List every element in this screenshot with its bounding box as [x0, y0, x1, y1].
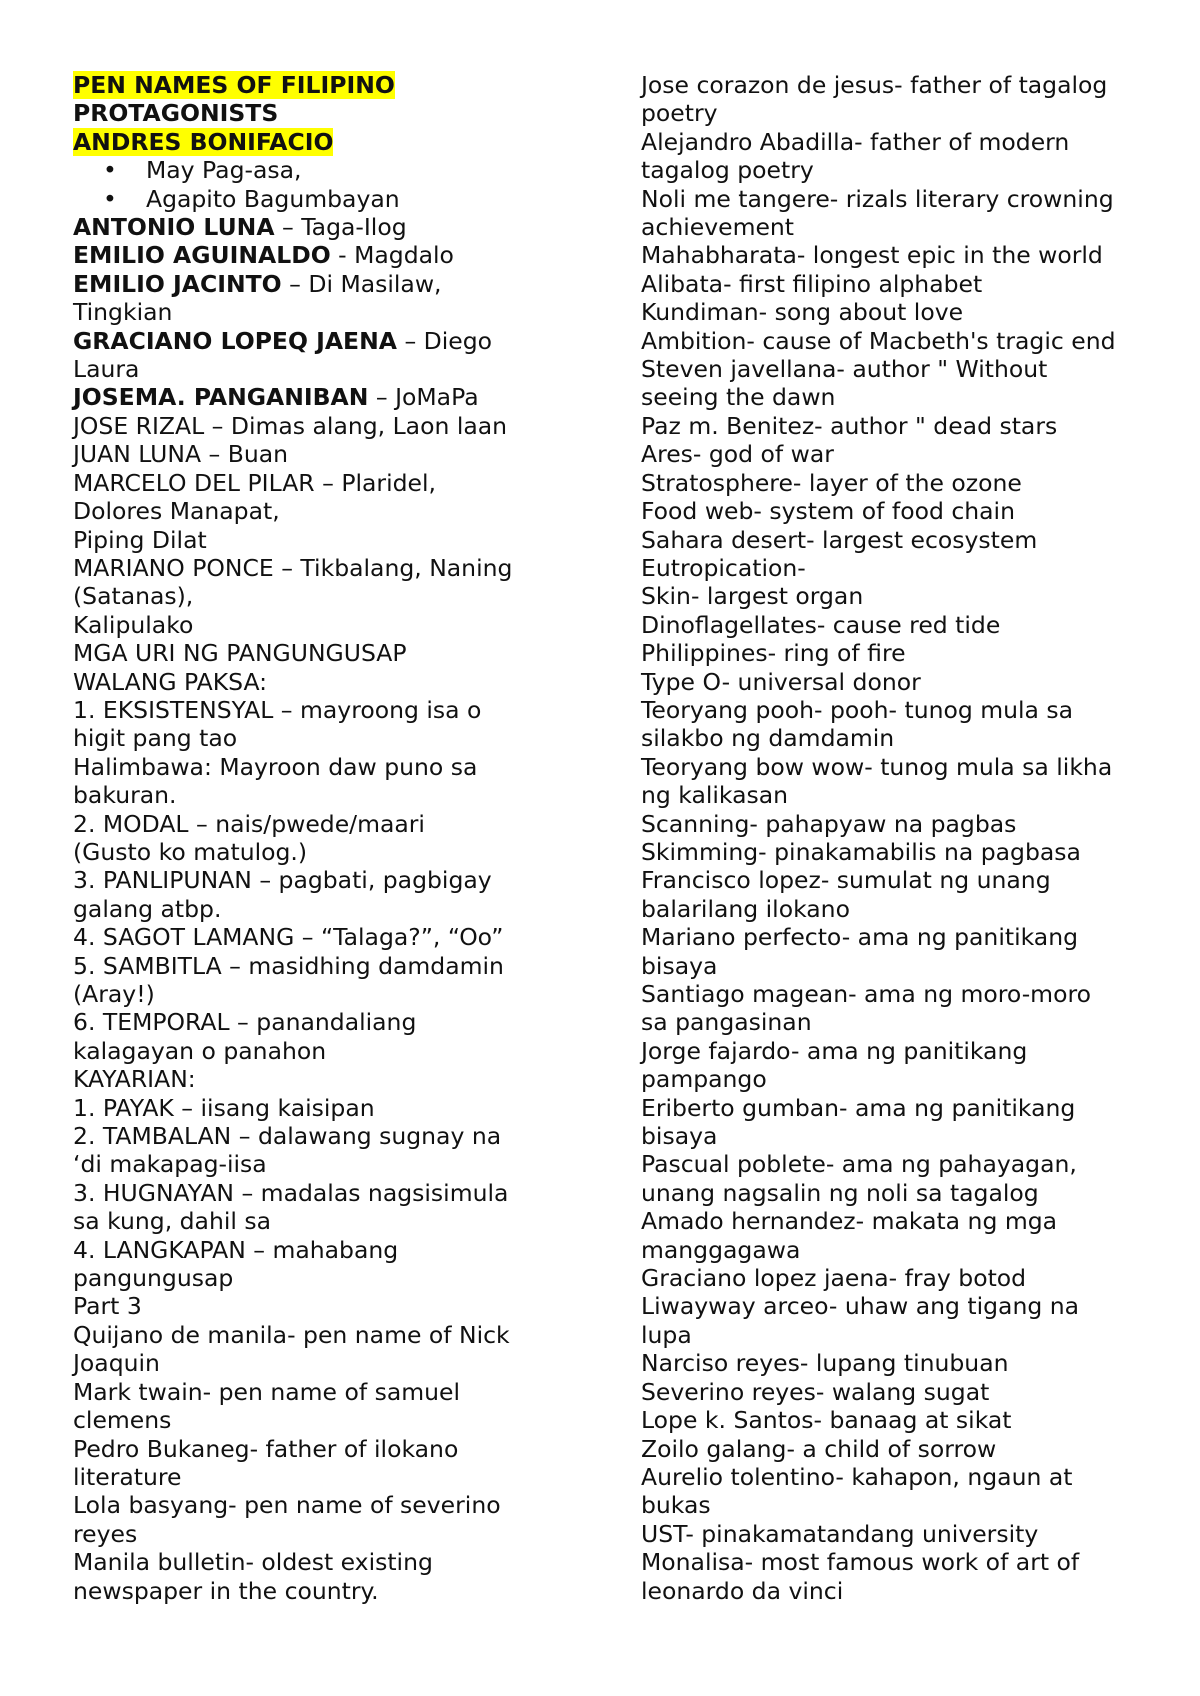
left-column — [73, 71, 543, 1605]
text-line: Steven javellana- author " Without — [641, 355, 1048, 384]
pen-name-entry: JOSEMA. PANGANIBAN – JoMaPa — [73, 383, 479, 412]
text-line: Liwayway arceo- uhaw ang tigang na — [641, 1292, 1080, 1321]
text-line: 4. SAGOT LAMANG – “Talaga?”, “Oo” — [73, 923, 504, 952]
text-line: bisaya — [641, 951, 718, 980]
text-line: Graciano lopez jaena- fray botod — [641, 1264, 1027, 1293]
text-line: KAYARIAN: — [73, 1065, 196, 1094]
bullet-icon: • — [103, 184, 117, 213]
text-line: Ares- god of war — [641, 440, 834, 469]
text-line: MARIANO PONCE – Tikbalang, Naning — [73, 553, 513, 582]
text-line: 2. MODAL – nais/pwede/maari — [73, 809, 425, 838]
text-line: (Gusto ko matulog.) — [73, 837, 308, 866]
text-line: Skimming- pinakamabilis na pagbasa — [641, 837, 1081, 866]
bonifacio-heading: ANDRES BONIFACIO — [73, 127, 334, 156]
text-line: Noli me tangere- rizals literary crowning — [641, 184, 1114, 213]
text-line: reyes — [73, 1519, 138, 1548]
text-line: Kundiman- song about love — [641, 298, 964, 327]
text-line: pangungusap — [73, 1264, 234, 1293]
text-line: sa kung, dahil sa — [73, 1207, 272, 1236]
text-line: Joaquin — [73, 1349, 160, 1378]
text-line: silakbo ng damdamin — [641, 724, 895, 753]
text-line: galang atbp. — [73, 894, 222, 923]
text-line: 3. PANLIPUNAN – pagbati, pagbigay — [73, 866, 492, 895]
text-line: Stratosphere- layer of the ozone — [641, 468, 1022, 497]
text-line: Alejandro Abadilla- father of modern — [641, 127, 1070, 156]
text-line: Halimbawa: Mayroon daw puno sa — [73, 752, 478, 781]
text-line: Jose corazon de jesus- father of tagalog — [641, 71, 1108, 99]
text-line: seeing the dawn — [641, 383, 836, 412]
text-line: Monalisa- most famous work of art of — [641, 1548, 1080, 1577]
bonifacio-bullet-list — [73, 156, 543, 213]
text-line: MGA URI NG PANGUNGUSAP — [73, 639, 407, 668]
text-line: Manila bulletin- oldest existing — [73, 1548, 433, 1577]
text-line: poetry — [641, 99, 718, 128]
text-line: manggagawa — [641, 1235, 801, 1264]
text-line: Philippines- ring of fire — [641, 639, 906, 668]
text-line: Mariano perfecto- ama ng panitikang — [641, 923, 1079, 952]
text-line: Narciso reyes- lupang tinubuan — [641, 1349, 1009, 1378]
text-line: higit pang tao — [73, 724, 238, 753]
text-line: literature — [73, 1462, 182, 1491]
text-line: JOSE RIZAL – Dimas alang, Laon laan — [73, 411, 508, 440]
title-line-1: PEN NAMES OF FILIPINO — [73, 71, 395, 99]
text-line: 2. TAMBALAN – dalawang sugnay na — [73, 1122, 502, 1151]
right-text-lines — [641, 71, 1151, 1605]
text-line: (Aray!) — [73, 980, 155, 1008]
text-line: Quijano de manila- pen name of Nick — [73, 1320, 510, 1349]
text-line: Severino reyes- walang sugat — [641, 1377, 990, 1406]
text-line: newspaper in the country. — [73, 1576, 379, 1605]
text-line: kalagayan o panahon — [73, 1036, 327, 1065]
pen-name-entry: EMILIO JACINTO – Di Masilaw, — [73, 269, 442, 298]
text-line: WALANG PAKSA: — [73, 667, 268, 696]
text-line: 5. SAMBITLA – masidhing damdamin — [73, 951, 504, 980]
text-line: Pascual poblete- ama ng pahayagan, — [641, 1150, 1077, 1179]
text-line: 6. TEMPORAL – panandaliang — [73, 1008, 417, 1037]
text-line: Paz m. Benitez- author " dead stars — [641, 411, 1058, 440]
text-line: Pedro Bukaneg- father of ilokano — [73, 1434, 459, 1463]
text-line: unang nagsalin ng noli sa tagalog — [641, 1178, 1039, 1207]
text-line: pampango — [641, 1065, 767, 1094]
text-line: bukas — [641, 1491, 711, 1520]
bullet-item: • Agapito Bagumbayan — [103, 184, 400, 213]
text-line: Amado hernandez- makata ng mga — [641, 1207, 1058, 1236]
text-line: JUAN LUNA – Buan — [73, 440, 289, 469]
bullet-icon: • — [103, 156, 117, 185]
text-line: Aurelio tolentino- kahapon, ngaun at — [641, 1462, 1073, 1491]
text-line: 4. LANGKAPAN – mahabang — [73, 1235, 399, 1264]
text-line: bisaya — [641, 1122, 718, 1151]
text-line: 1. PAYAK – iisang kaisipan — [73, 1093, 375, 1122]
pen-name-entry: Tingkian — [73, 298, 173, 327]
text-line: leonardo da vinci — [641, 1576, 844, 1605]
text-line: Part 3 — [73, 1292, 142, 1321]
text-line: lupa — [641, 1320, 692, 1349]
text-line: Dinoflagellates- cause red tide — [641, 610, 1001, 639]
text-line: tagalog poetry — [641, 156, 814, 185]
text-line: Piping Dilat — [73, 525, 207, 554]
pen-name-entry: GRACIANO LOPEQ JAENA – Diego — [73, 326, 493, 355]
text-line: Kalipulako — [73, 610, 194, 639]
text-line: Jorge fajardo- ama ng panitikang — [641, 1036, 1028, 1065]
pen-name-entry: ANTONIO LUNA – Taga-Ilog — [73, 213, 407, 242]
text-line: Dolores Manapat, — [73, 497, 280, 526]
text-line: MARCELO DEL PILAR – Plaridel, — [73, 468, 436, 497]
text-line: Eutropication- — [641, 553, 806, 582]
text-line: balarilang ilokano — [641, 894, 850, 923]
text-line: Lope k. Santos- banaag at sikat — [641, 1406, 1012, 1435]
text-line: ‘di makapag-iisa — [73, 1150, 267, 1179]
text-line: 1. EKSISTENSYAL – mayroong isa o — [73, 695, 482, 724]
text-line: Francisco lopez- sumulat ng unang — [641, 866, 1051, 895]
text-line: clemens — [73, 1406, 172, 1435]
text-line: Mark twain- pen name of samuel — [73, 1377, 461, 1406]
bold-entry-list — [73, 213, 543, 412]
text-line: Lola basyang- pen name of severino — [73, 1491, 501, 1520]
text-line: Scanning- pahapyaw na pagbas — [641, 809, 1017, 838]
text-line: 3. HUGNAYAN – madalas nagsisimula — [73, 1178, 509, 1207]
text-line: Teoryang bow wow- tunog mula sa likha — [641, 752, 1113, 781]
text-line: Alibata- first filipino alphabet — [641, 269, 983, 298]
text-line: Mahabharata- longest epic in the world — [641, 241, 1103, 270]
text-line: (Satanas), — [73, 582, 194, 611]
text-line: Food web- system of food chain — [641, 497, 1015, 526]
text-line: Skin- largest organ — [641, 582, 864, 611]
text-line: Ambition- cause of Macbeth's tragic end — [641, 326, 1116, 355]
title-line-2: PROTAGONISTS — [73, 99, 279, 128]
text-line: Teoryang pooh- pooh- tunog mula sa — [641, 695, 1074, 724]
left-text-lines — [73, 412, 543, 1605]
pen-name-entry: Laura — [73, 355, 140, 384]
text-line: achievement — [641, 213, 795, 242]
text-line: ng kalikasan — [641, 781, 789, 810]
text-line: bakuran. — [73, 781, 177, 810]
text-line: UST- pinakamatandang university — [641, 1519, 1039, 1548]
text-line: Type O- universal donor — [641, 667, 921, 696]
text-line: Zoilo galang- a child of sorrow — [641, 1434, 997, 1463]
right-column — [641, 71, 1151, 1605]
bullet-item: • May Pag-asa, — [103, 156, 302, 185]
pen-name-entry: EMILIO AGUINALDO - Magdalo — [73, 241, 454, 270]
text-line: Sahara desert- largest ecosystem — [641, 525, 1038, 554]
text-line: Eriberto gumban- ama ng panitikang — [641, 1093, 1076, 1122]
text-line: sa pangasinan — [641, 1008, 812, 1037]
text-line: Santiago magean- ama ng moro-moro — [641, 980, 1091, 1008]
